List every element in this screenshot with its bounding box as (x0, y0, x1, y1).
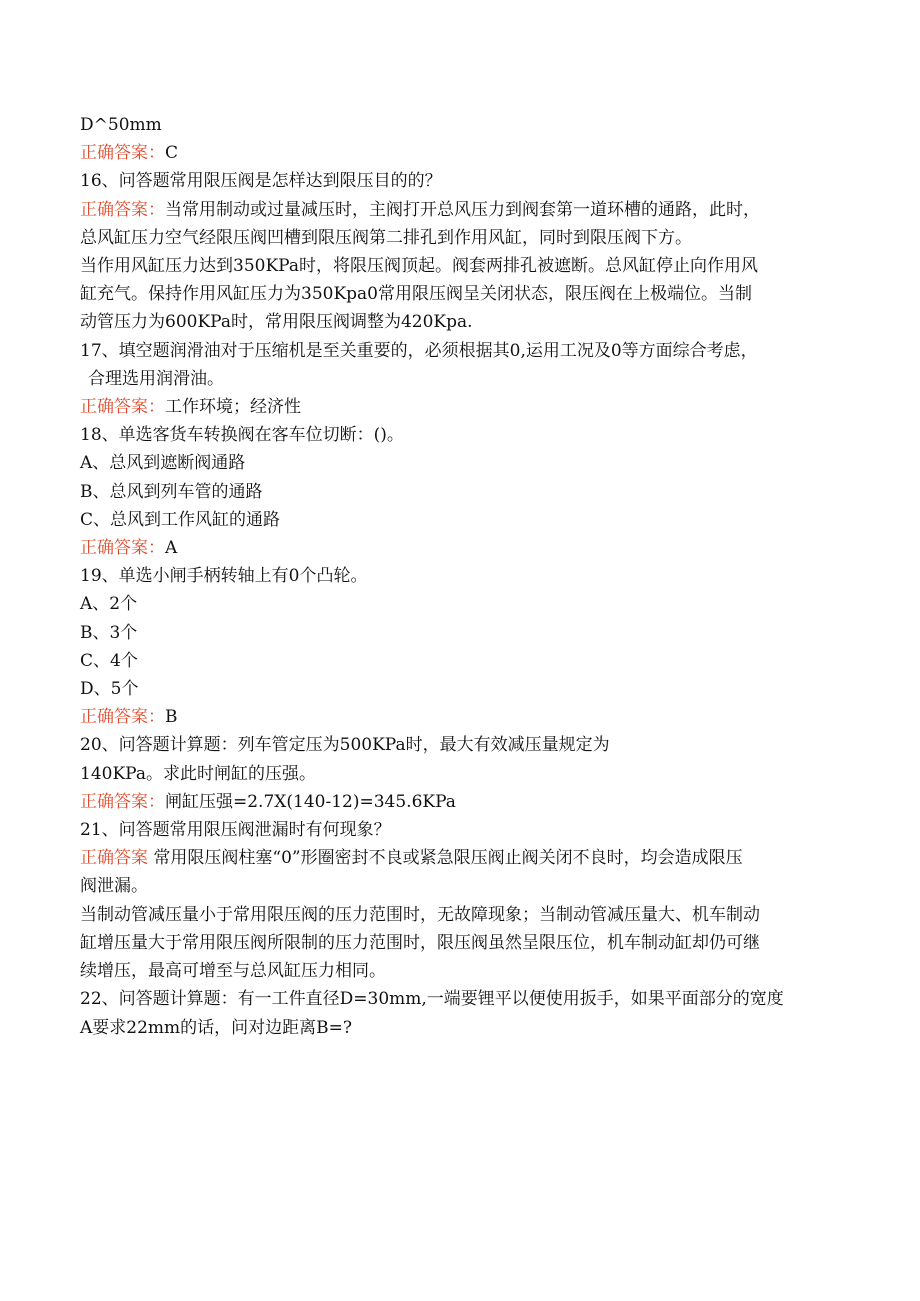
answer-label: 正确答案： (80, 791, 165, 812)
q17-question: 17、填空题润滑油对于压缩机是至关重要的，必须根据其0,运用工况及0等方面综合考虑， (80, 340, 758, 361)
answer-text: 当常用制动或过量减压时，主阀打开总风压力到阀套第一道环槽的通路，此时， (165, 199, 760, 220)
q22-question: 22、问答题计算题：有一工件直径D=30mm,一端要锂平以便使用扳手，如果平面部分的宽度 (80, 989, 784, 1010)
q20-question: 20、问答题计算题：列车管定压为500KPa时，最大有效减压量规定为 (80, 735, 610, 756)
answer-text: 缸增压量大于常用限压阀所限制的压力范围时，限压阀虽然呈限压位，机车制动缸却仍可继 (80, 932, 760, 953)
answer-text: 阀泄漏。 (80, 876, 148, 897)
q17-question-cont: 合理选用润滑油。 (88, 368, 224, 389)
q20-question-cont: 140KPa。求此时闸缸的压强。 (80, 763, 316, 784)
q19-option-b: B、3个 (80, 622, 138, 643)
answer-text: 当制动管减压量小于常用限压阀的压力范围时，无故障现象；当制动管减压量大、机车制动 (80, 904, 760, 925)
answer-text: 动管压力为600KPa时，常用限压阀调整为420Kpa. (80, 312, 473, 333)
q18-answer-line (80, 534, 840, 562)
answer-label: 正确答案： (80, 199, 165, 220)
document-page (80, 111, 840, 1042)
answer-text: 缸充气。保持作用风缸压力为350Kpa0常用限压阀呈关闭状态，限压阀在上极端位。当制 (80, 284, 752, 305)
q21-answer-line (80, 844, 840, 872)
q19-option-c: C、4个 (80, 650, 138, 671)
answer-value: 工作环境；经济性 (165, 397, 301, 418)
q19-question: 19、单选小闸手柄转轴上有0个凸轮。 (80, 566, 368, 587)
q19-option-d: D、5个 (80, 679, 139, 700)
q19-option-a: A、2个 (80, 594, 138, 615)
q21-question: 21、问答题常用限压阀泄漏时有何现象？ (80, 820, 391, 841)
q22-question-cont: A要求22mm的话，问对边距离B=? (80, 1017, 352, 1038)
prev-option-d: D^50mm (80, 115, 162, 135)
q16-answer-line (80, 196, 840, 224)
q18-option-a: A、总风到遮断阀通路 (80, 453, 246, 474)
answer-label: 正确答案： (80, 397, 165, 418)
answer-value: A (165, 538, 178, 559)
answer-text: 续增压，最高可增至与总风缸压力相同。 (80, 961, 386, 982)
q18-option-b: B、总风到列车管的通路 (80, 481, 263, 502)
q17-answer-line (80, 393, 840, 421)
answer-label: 正确答案： (80, 538, 165, 559)
answer-value: B (165, 707, 178, 728)
answer-label: 正确答案： (80, 707, 165, 728)
q18-option-c: C、总风到工作风缸的通路 (80, 509, 281, 530)
answer-text: 常用限压阀柱塞“0”形圈密封不良或紧急限压阀止阀关闭不良时，均会造成限压 (153, 848, 743, 869)
answer-label: 正确答案： (80, 143, 165, 164)
answer-label: 正确答案 (80, 848, 148, 869)
prev-answer-line (80, 139, 840, 167)
answer-value: 闸缸压强=2.7X(140-12)=345.6KPa (165, 791, 456, 812)
answer-text: 总风缸压力空气经限压阀凹槽到限压阀第二排孔到作用风缸，同时到限压阀下方。 (80, 227, 692, 248)
q20-answer-line (80, 788, 840, 816)
answer-value: C (165, 143, 179, 164)
q16-question: 16、问答题常用限压阀是怎样达到限压目的的？ (80, 171, 442, 192)
answer-text: 当作用风缸压力达到350KPa时，将限压阀顶起。阀套两排孔被遮断。总风缸停止向作用风 (80, 256, 758, 277)
q18-question: 18、单选客货车转换阀在客车位切断：()。 (80, 425, 404, 446)
q19-answer-line (80, 703, 840, 731)
